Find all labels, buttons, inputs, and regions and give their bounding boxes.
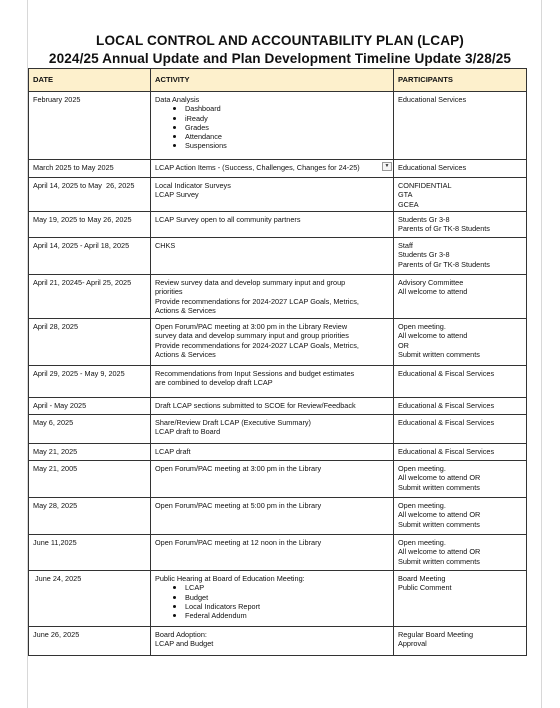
participants-cell	[394, 212, 527, 238]
participants-cell	[394, 461, 527, 498]
bullet-item: Local Indicators Report	[185, 602, 389, 611]
activity-cell	[151, 238, 394, 275]
participant-line: Public Comment	[398, 583, 452, 593]
activity-line: Data Analysis	[155, 95, 200, 104]
participant-line: Students Gr 3-8	[398, 215, 450, 224]
participants-cell	[394, 498, 527, 535]
date-cell	[29, 238, 151, 275]
bullet-item: Federal Addendum	[185, 611, 389, 620]
participant-line: All welcome to attend OR	[398, 547, 481, 557]
activity-line: priorities	[155, 287, 183, 297]
bullet-list	[155, 104, 389, 150]
date-cell	[29, 366, 151, 398]
activity-cell	[151, 461, 394, 498]
date-cell	[29, 275, 151, 319]
participants-cell	[394, 444, 527, 461]
table-row	[29, 92, 527, 160]
participant-line: Educational & Fiscal Services	[398, 418, 495, 427]
participant-line: OR	[398, 340, 409, 350]
date-text: April - May 2025	[33, 401, 87, 410]
activity-line: Open Forum/PAC meeting at 5:00 pm in the Library	[155, 501, 322, 510]
activity-line: Draft LCAP sections submitted to SCOE for Review/Feedback	[155, 401, 356, 410]
timeline-table	[28, 68, 527, 656]
participants-cell	[394, 366, 527, 398]
activity-cell	[151, 571, 394, 627]
date-text: May 28, 2025	[33, 501, 78, 510]
date-text: May 21, 2005	[33, 464, 78, 473]
participants-cell	[394, 178, 527, 212]
participant-line: All welcome to attend OR	[398, 473, 481, 483]
date-cell	[29, 444, 151, 461]
document-title: LOCAL CONTROL AND ACCOUNTABILITY PLAN (LCAP)	[96, 33, 464, 48]
date-cell	[29, 415, 151, 444]
activity-line: Open Forum/PAC meeting at 3:00 pm in the Library Review	[155, 322, 348, 331]
participant-line: Regular Board Meeting	[398, 630, 474, 639]
activity-cell	[151, 212, 394, 238]
header-row	[29, 69, 527, 92]
date-cell	[29, 571, 151, 627]
participant-line: Educational & Fiscal Services	[398, 369, 495, 378]
activity-cell	[151, 178, 394, 212]
date-cell	[29, 535, 151, 571]
date-text: May 21, 2025	[33, 447, 78, 456]
table-row	[29, 627, 527, 656]
date-cell	[29, 178, 151, 212]
activity-cell	[151, 398, 394, 415]
activity-line: Local Indicator Surveys	[155, 181, 231, 190]
participant-line: Parents of Gr TK-8 Students	[398, 259, 490, 269]
activity-line: Open Forum/PAC meeting at 12 noon in the Library	[155, 538, 322, 547]
activity-cell	[151, 444, 394, 461]
activity-cell	[151, 92, 394, 160]
participant-line: Staff	[398, 241, 413, 250]
date-cell	[29, 160, 151, 178]
participant-line: Submit written comments	[398, 519, 480, 529]
bullet-item: Dashboard	[185, 104, 389, 113]
header-participants: PARTICIPANTS	[394, 69, 527, 92]
activity-line: Actions & Services	[155, 349, 216, 359]
date-text: April 14, 2025 to May 26, 2025	[33, 181, 135, 190]
participants-cell	[394, 92, 527, 160]
bullet-item: Grades	[185, 123, 389, 132]
participant-line: Open meeting.	[398, 501, 446, 510]
date-text: April 21, 20245- April 25, 2025	[33, 278, 132, 287]
participant-line: Approval	[398, 639, 427, 649]
table-row	[29, 444, 527, 461]
date-text: April 28, 2025	[33, 322, 79, 331]
participant-line: Students Gr 3-8	[398, 250, 450, 260]
table-row	[29, 212, 527, 238]
date-text: June 26, 2025	[33, 630, 80, 639]
participants-cell	[394, 535, 527, 571]
activity-line: are combined to develop draft LCAP	[155, 378, 273, 388]
table-row	[29, 275, 527, 319]
bullet-item: Budget	[185, 593, 389, 602]
activity-line: Provide recommendations for 2024-2027 LCAP Goals, Metrics,	[155, 340, 359, 350]
date-text: June 24, 2025	[33, 574, 82, 583]
participant-line: Open meeting.	[398, 322, 446, 331]
date-cell	[29, 319, 151, 366]
date-cell	[29, 212, 151, 238]
activity-line: LCAP draft	[155, 447, 191, 456]
participants-cell	[394, 571, 527, 627]
date-cell	[29, 92, 151, 160]
participants-cell	[394, 627, 527, 656]
participant-line: Submit written comments	[398, 556, 480, 566]
table-row	[29, 398, 527, 415]
activity-line: Board Adoption:	[155, 630, 207, 639]
activity-cell	[151, 319, 394, 366]
activity-line: LCAP draft to Board	[155, 427, 221, 437]
page-edge-right	[541, 0, 542, 708]
activity-line: LCAP Survey open to all community partners	[155, 215, 301, 224]
date-text: June 11,2025	[33, 538, 77, 547]
participant-line: CONFIDENTIAL	[398, 181, 452, 190]
participant-line: GCEA	[398, 199, 419, 209]
activity-line: Review survey data and develop summary input and group	[155, 278, 346, 287]
activity-line: Provide recommendations for 2024-2027 LCAP Goals, Metrics,	[155, 296, 359, 306]
activity-cell	[151, 160, 394, 178]
table-row	[29, 319, 527, 366]
participants-cell	[394, 319, 527, 366]
date-text: April 14, 2025 - April 18, 2025	[33, 241, 130, 250]
participant-line: Board Meeting	[398, 574, 446, 583]
table-row	[29, 535, 527, 571]
participant-line: Parents of Gr TK-8 Students	[398, 224, 490, 234]
chevron-down-icon[interactable]: ▼	[382, 162, 392, 171]
participant-line: All welcome to attend OR	[398, 510, 481, 520]
bullet-item: Attendance	[185, 132, 389, 141]
activity-line: Open Forum/PAC meeting at 3:00 pm in the Library	[155, 464, 322, 473]
header-date: DATE	[29, 69, 151, 92]
date-text: May 6, 2025	[33, 418, 74, 427]
date-cell	[29, 461, 151, 498]
participant-line: Open meeting.	[398, 464, 446, 473]
table-row	[29, 366, 527, 398]
activity-cell	[151, 366, 394, 398]
table-row	[29, 461, 527, 498]
bullet-item: iReady	[185, 114, 389, 123]
participant-line: All welcome to attend	[398, 331, 468, 341]
activity-line: Share/Review Draft LCAP (Executive Summary)	[155, 418, 311, 427]
participant-line: Submit written comments	[398, 482, 480, 492]
table-row	[29, 498, 527, 535]
participants-cell	[394, 238, 527, 275]
activity-cell	[151, 627, 394, 656]
date-text: April 29, 2025 - May 9, 2025	[33, 369, 125, 378]
activity-line: LCAP Action Items - (Success, Challenges, Changes for 24-25)	[155, 163, 360, 172]
activity-cell	[151, 535, 394, 571]
participant-line: Educational Services	[398, 163, 467, 172]
date-cell	[29, 398, 151, 415]
participants-cell	[394, 160, 527, 178]
date-cell	[29, 498, 151, 535]
date-cell	[29, 627, 151, 656]
table-row	[29, 238, 527, 275]
table-row	[29, 571, 527, 627]
header-activity: ACTIVITY	[151, 69, 394, 92]
activity-line: Public Hearing at Board of Education Meeting:	[155, 574, 305, 583]
participants-cell	[394, 415, 527, 444]
activity-cell	[151, 275, 394, 319]
table-row	[29, 178, 527, 212]
table-row	[29, 160, 527, 178]
bullet-item: LCAP	[185, 583, 389, 592]
participant-line: All welcome to attend	[398, 287, 468, 297]
activity-line: LCAP Survey	[155, 190, 199, 200]
participant-line: Advisory Committee	[398, 278, 464, 287]
participant-line: GTA	[398, 190, 413, 200]
table-row	[29, 415, 527, 444]
participant-line: Educational & Fiscal Services	[398, 447, 495, 456]
bullet-list	[155, 583, 389, 620]
activity-cell	[151, 415, 394, 444]
date-text: May 19, 2025 to May 26, 2025	[33, 215, 132, 224]
activity-cell	[151, 498, 394, 535]
participants-cell	[394, 275, 527, 319]
participants-cell	[394, 398, 527, 415]
participant-line: Open meeting.	[398, 538, 446, 547]
activity-line: Recommendations from Input Sessions and budget estimates	[155, 369, 355, 378]
participant-line: Educational Services	[398, 95, 467, 104]
participant-line: Educational & Fiscal Services	[398, 401, 495, 410]
bullet-item: Suspensions	[185, 141, 389, 150]
activity-line: LCAP and Budget	[155, 639, 214, 649]
date-text: March 2025 to May 2025	[33, 163, 114, 172]
date-text: February 2025	[33, 95, 81, 104]
activity-line: survey data and develop summary input and group priorities	[155, 331, 349, 341]
activity-line: CHKS	[155, 241, 176, 250]
activity-line: Actions & Services	[155, 305, 216, 315]
document-subtitle: 2024/25 Annual Update and Plan Development Timeline Update 3/28/25	[48, 51, 512, 66]
participant-line: Submit written comments	[398, 349, 480, 359]
